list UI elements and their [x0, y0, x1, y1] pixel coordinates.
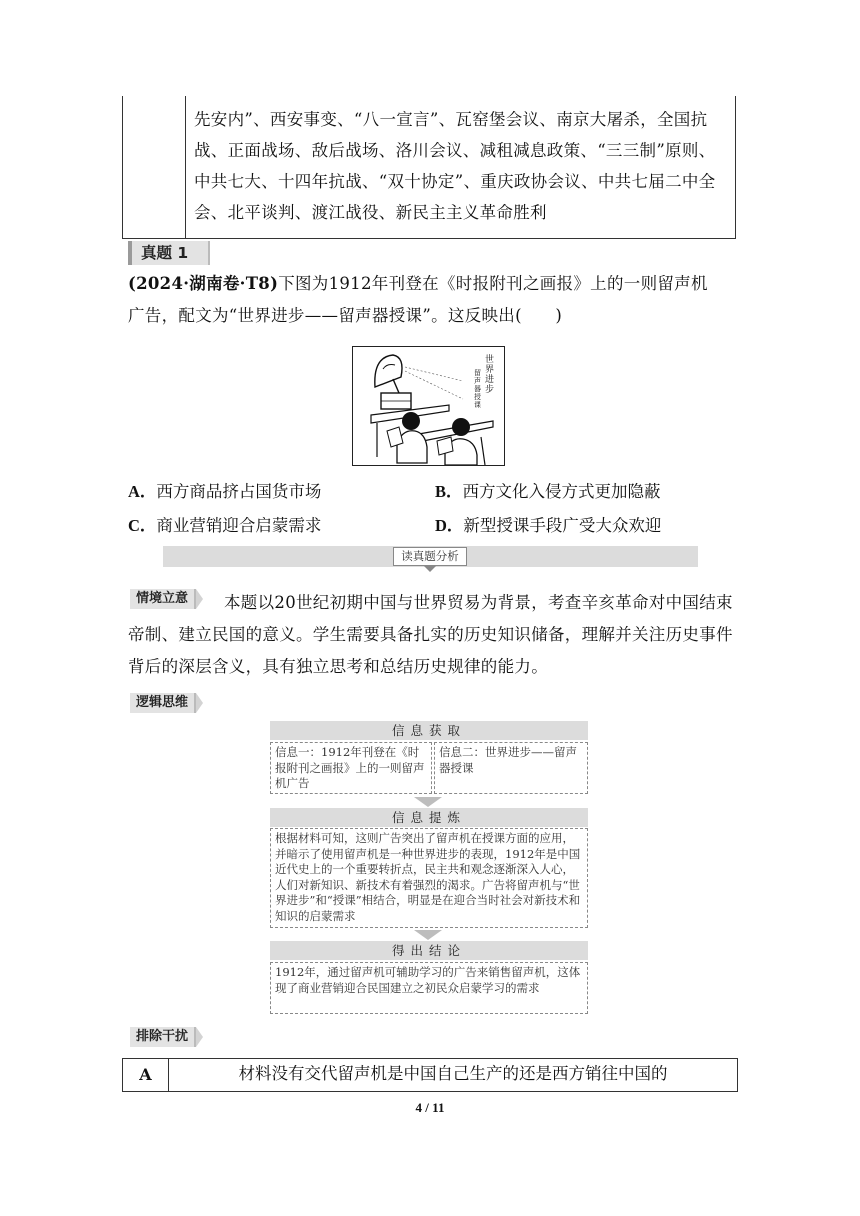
exclude-row-text: 材料没有交代留声机是中国自己生产的还是西方销往中国的 [238, 1064, 668, 1083]
option-d-text: 新型授课手段广受大众欢迎 [463, 516, 662, 535]
option-a[interactable] [128, 480, 321, 504]
exclude-tab: 排除干扰 [130, 1027, 196, 1047]
option-a-text: 西方商品挤占国货市场 [156, 482, 322, 501]
question-stem-line1: 下图为1912年刊登在《时报附刊之画报》上的一则留声机 [278, 274, 708, 293]
flow-head-refine: 信息提炼 [270, 808, 588, 827]
option-a-letter: A． [128, 482, 157, 501]
page-number: 4 / 11 [415, 1100, 445, 1115]
exclude-table [122, 1058, 738, 1092]
analysis-banner-label: 读真题分析 [393, 547, 467, 566]
context-text: 本题以20世纪初期中国与世界贸易为背景，考查辛亥革命对中国结束帝制、建立民国的意义。学生需要具备扎实的历史知识储备，理解并关注历史事件背后的深层含义，具有独立思考和总结历史规律的能力。 [128, 593, 733, 676]
banner-notch-icon [424, 566, 436, 572]
table-cell-keywords: 先安内”、西安事变、“八一宣言”、瓦窑堡会议、南京大屠杀，全国抗战、正面战场、敌后战场、洛川会议、减租减息政策、“三三制”原则、中共七大、十四年抗战、“双十协定”、重庆政协会议、中共七届二中全会、北平谈判、渡江战役、新民主主义革命胜利 [194, 110, 716, 222]
flow-head-info-get: 信息获取 [270, 721, 588, 740]
option-d-letter: D． [435, 516, 464, 535]
option-b[interactable] [435, 480, 661, 504]
flow-arrow-icon [414, 797, 442, 807]
option-c-text: 商业营销迎合启蒙需求 [156, 516, 322, 535]
option-d[interactable] [435, 514, 661, 538]
exclude-row-letter: A [139, 1065, 152, 1084]
question-stem [128, 268, 748, 332]
flow-refine-text: 根据材料可知，这则广告突出了留声机在授课方面的应用，并暗示了使用留声机是一种世界进步的表现，1912年是中国近代史上的一个重要转折点，民主共和观念逐渐深入人心，人们对新知识、新技术有着强烈的渴求。广告将留声机与“世界进步”和“授课”相结合，明显是在迎合当时社会对新技术和知识的启蒙需求 [270, 828, 588, 928]
gramophone-ad-image [352, 346, 505, 466]
flow-conclusion-text: 1912年，通过留声机可辅助学习的广告来销售留声机，这体现了商业营销迎合民国建立之初民众启蒙学习的需求 [270, 962, 588, 1014]
image-caption-vertical: 世界进步 [485, 355, 495, 395]
flow-head-conclusion: 得出结论 [270, 941, 588, 960]
option-b-letter: B． [435, 482, 463, 501]
flow-info-one: 信息一：1912年刊登在《时报附刊之画报》上的一则留声机广告 [270, 742, 432, 794]
top-table [122, 96, 736, 239]
option-c-letter: C． [128, 516, 157, 535]
question-tab: 真题 1 [128, 241, 210, 265]
image-caption-vertical-2: 留声器授课 [474, 369, 481, 409]
flow-info-two: 信息二：世界进步——留声器授课 [434, 742, 588, 794]
table-column-divider [185, 96, 186, 238]
logic-tab: 逻辑思维 [130, 693, 196, 713]
option-b-text: 西方文化入侵方式更加隐蔽 [462, 482, 661, 501]
context-tab: 情境立意 [130, 589, 196, 609]
option-c[interactable] [128, 514, 321, 538]
flow-arrow-icon [414, 930, 442, 940]
question-stem-line2: 广告，配文为“世界进步——留声器授课”。这反映出( ) [128, 306, 563, 325]
question-source: (2024·湖南卷·T8) [128, 274, 279, 293]
